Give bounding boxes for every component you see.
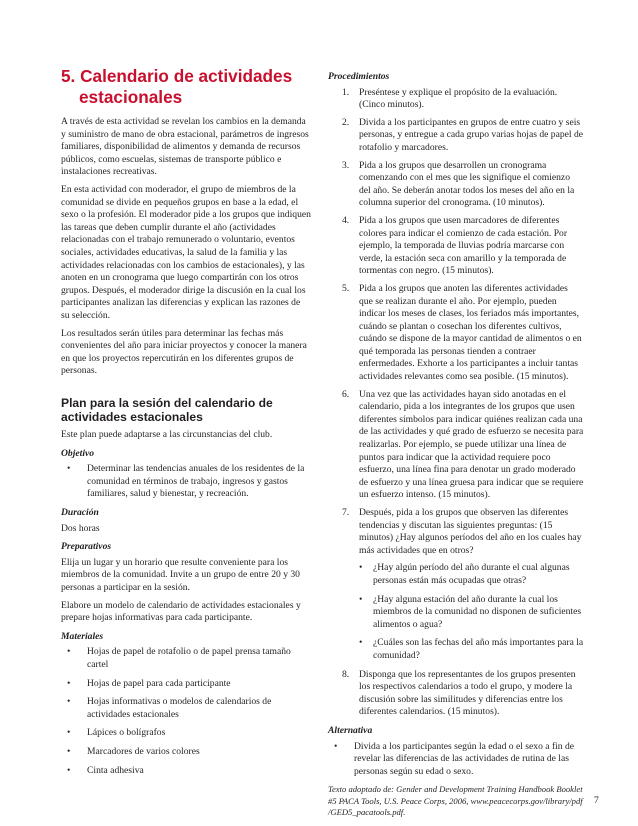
step-text: Divida a los participantes en grupos de entre cuatro y seis personas, y entregue a cada grupo varias hojas de papel de rotafolio y marcadores. xyxy=(359,116,584,153)
step-number: 2. xyxy=(342,116,350,128)
procedimientos-label: Procedimientos xyxy=(328,71,390,82)
plan-intro: Este plan puede adaptarse a las circunstancias del club. xyxy=(61,429,273,441)
step-text: Preséntese y explique el propósito de la evaluación. (Cinco minutos). xyxy=(359,86,558,111)
list-item: • Hojas de papel de rotafolio o de papel prensa tamaño cartel xyxy=(61,646,311,671)
list-item: • Hojas informativas o modelos de calendarios de actividades estacionales xyxy=(61,696,311,721)
section-title xyxy=(61,66,311,108)
list-item: • Hojas de papel para cada participante xyxy=(61,678,311,691)
step-number: 6. xyxy=(342,388,350,400)
list-item: • ¿Hay alguna estación del año durante la cual los miembros de la comunidad no disponen de suficientes alimentos o agua? xyxy=(359,594,584,632)
step-number: 3. xyxy=(342,159,350,171)
step-number: 7. xyxy=(342,507,350,518)
step7-questions xyxy=(359,562,584,662)
intro-paragraph-3: Los resultados serán útiles para determinar las fechas más convenientes del año para iniciar proyectos y conocer la manera en que los proyectos repercutirán en los diferentes grupos de personas. xyxy=(61,327,307,377)
step-text: Una vez que las actividades hayan sido anotadas en el calendario, pida a los integrantes de los grupos que usen diferentes símbolos para indicar quiénes realizan cada una de las actividades y qué grado de esfuerzo se necesita para realizarlas. Por ejemplo, se puede utilizar una línea de puntos para indicar que la actividad requiere poco esfuerzo, una línea fina para denotar un grado moderado de esfuerzo y una línea gruesa para indicar que se requiere un esfuerzo intenso. (15 minutos). xyxy=(359,388,584,501)
procedure-step-3 xyxy=(328,160,584,210)
alternativa-list xyxy=(328,741,584,779)
right-column xyxy=(328,66,584,824)
procedure-step-2 xyxy=(328,117,584,155)
step-number: 1. xyxy=(342,86,350,98)
step-text: Pida a los grupos que anoten las diferentes actividades que se realizan durante el año. Por ejemplo, pueden indicar los meses de clases, los feriados más importantes, cuándo se plantan o cosechan los diferentes cultivos, cuándo se dispone de la mayor cantidad de alimentos o en qué temporada las personas tienden a contraer enfermedades. Exhorte a los participantes a incluir tantas actividades relevantes como sea posible. (15 minutos). xyxy=(359,282,582,383)
list-item: • Lápices o bolígrafos xyxy=(61,727,311,740)
duracion-label: Duración xyxy=(61,507,99,519)
section-title-line2: estacionales xyxy=(79,87,183,107)
alternativa-label: Alternativa xyxy=(328,724,373,736)
step-number: 8. xyxy=(342,668,350,680)
preparativos-paragraph-1: Elija un lugar y un horario que resulte conveniente para los miembros de la comunidad. Invite a un grupo de entre 20 y 30 personas a participar en la sesión. xyxy=(61,556,300,593)
procedure-step-4 xyxy=(328,215,584,278)
materiales-list xyxy=(61,646,311,777)
intro-paragraph-1: A través de esta actividad se revelan los cambios en la demanda y suministro de mano de obra estacional, parámetros de ingresos familiares, disponibilidad de alimentos y demanda de recursos públicos, como escuelas, sistemas de transporte público e instalaciones recreativas. xyxy=(61,116,309,178)
list-item: • Determinar las tendencias anuales de los residentes de la comunidad en términos de trabajo, ingresos y gastos familiares, salud y bienestar, y recreación. xyxy=(61,463,311,501)
list-item: • Divida a los participantes según la edad o el sexo a fin de revelar las diferencias de las actividades de rutina de las personas según su edad o sexo. xyxy=(328,741,584,779)
page-number: 7 xyxy=(594,795,599,806)
objetivo-label: Objetivo xyxy=(61,447,95,459)
procedure-step-6 xyxy=(328,389,584,502)
section-title-line1: 5. Calendario de actividades xyxy=(61,66,293,86)
list-item: • Marcadores de varios colores xyxy=(61,746,311,759)
duracion-text: Dos horas xyxy=(61,522,100,534)
step-text: Disponga que los representantes de los grupos presenten los respectivos calendarios a todo el grupo, y modere la discusión sobre las similitudes y diferencias entre los diferentes calendarios. (15 minutos). xyxy=(359,668,576,718)
plan-heading: Plan para la sesión del calendario de actividades estacionales xyxy=(61,395,273,425)
source-citation: Texto adoptado de: Gender and Development Training Handbook Booklet #5 PACA Tools, U.S. Peace Corps, 2006, www.peacecorps.gov/library/pdf /GED5_pacatools.pdf. xyxy=(328,784,583,818)
procedure-step-5 xyxy=(328,283,584,384)
preparativos-label: Preparativos xyxy=(61,541,112,553)
procedure-steps xyxy=(328,87,584,719)
step-text: Pida a los grupos que desarrollen un cronograma comenzando con el mes que les signifique el comienzo del año. Se deberán anotar todos los meses del año en la columna superior del cronograma. (10 minutos). xyxy=(359,159,575,209)
procedure-step-7 xyxy=(328,507,584,663)
step-text: Después, pida a los grupos que observen las diferentes tendencias y discutan las siguientes preguntas: (15 minutos) ¿Hay algunos períodos del año en los cuales hay más actividades que en otros? xyxy=(359,507,582,556)
list-item: • ¿Hay algún período del año durante el cual algunas personas están más ocupadas que otras? xyxy=(359,562,584,587)
preparativos-paragraph-2: Elabore un modelo de calendario de actividades estacionales y prepare hojas informativas para cada participante. xyxy=(61,599,301,624)
procedure-step-1 xyxy=(328,87,584,112)
step-text: Pida a los grupos que usen marcadores de diferentes colores para indicar el comienzo de cada estación. Por ejemplo, la temporada de lluvias podría marcarse con verde, la estación seca con amarillo y la temporada de tormentas con negro. (15 minutos). xyxy=(359,214,568,277)
list-item: • Cinta adhesiva xyxy=(61,765,311,778)
left-column xyxy=(61,66,311,783)
objetivo-list xyxy=(61,463,311,501)
step-number: 5. xyxy=(342,282,350,294)
intro-paragraph-2: En esta actividad con moderador, el grupo de miembros de la comunidad se divide en pequeños grupos en base a la edad, el sexo o la profesión. El moderador pide a los grupos que indiquen las tareas que deben cumplir durante el año (actividades relacionadas con el trabajo remunerado o voluntario, eventos sociales, actividades educativas, la salud de la familia y las actividades relacionadas con los cambios de estacionales), y las anoten en un cronograma que luego compartirán con los otros grupos. Después, el moderador dirige la discusión en la cual los participantes analizan las diferencias y explican las razones de su selección. xyxy=(61,183,311,321)
procedure-step-8 xyxy=(328,669,584,719)
step-number: 4. xyxy=(342,214,350,226)
materiales-label: Materiales xyxy=(61,630,104,642)
list-item: • ¿Cuáles son las fechas del año más importantes para la comunidad? xyxy=(359,637,584,662)
